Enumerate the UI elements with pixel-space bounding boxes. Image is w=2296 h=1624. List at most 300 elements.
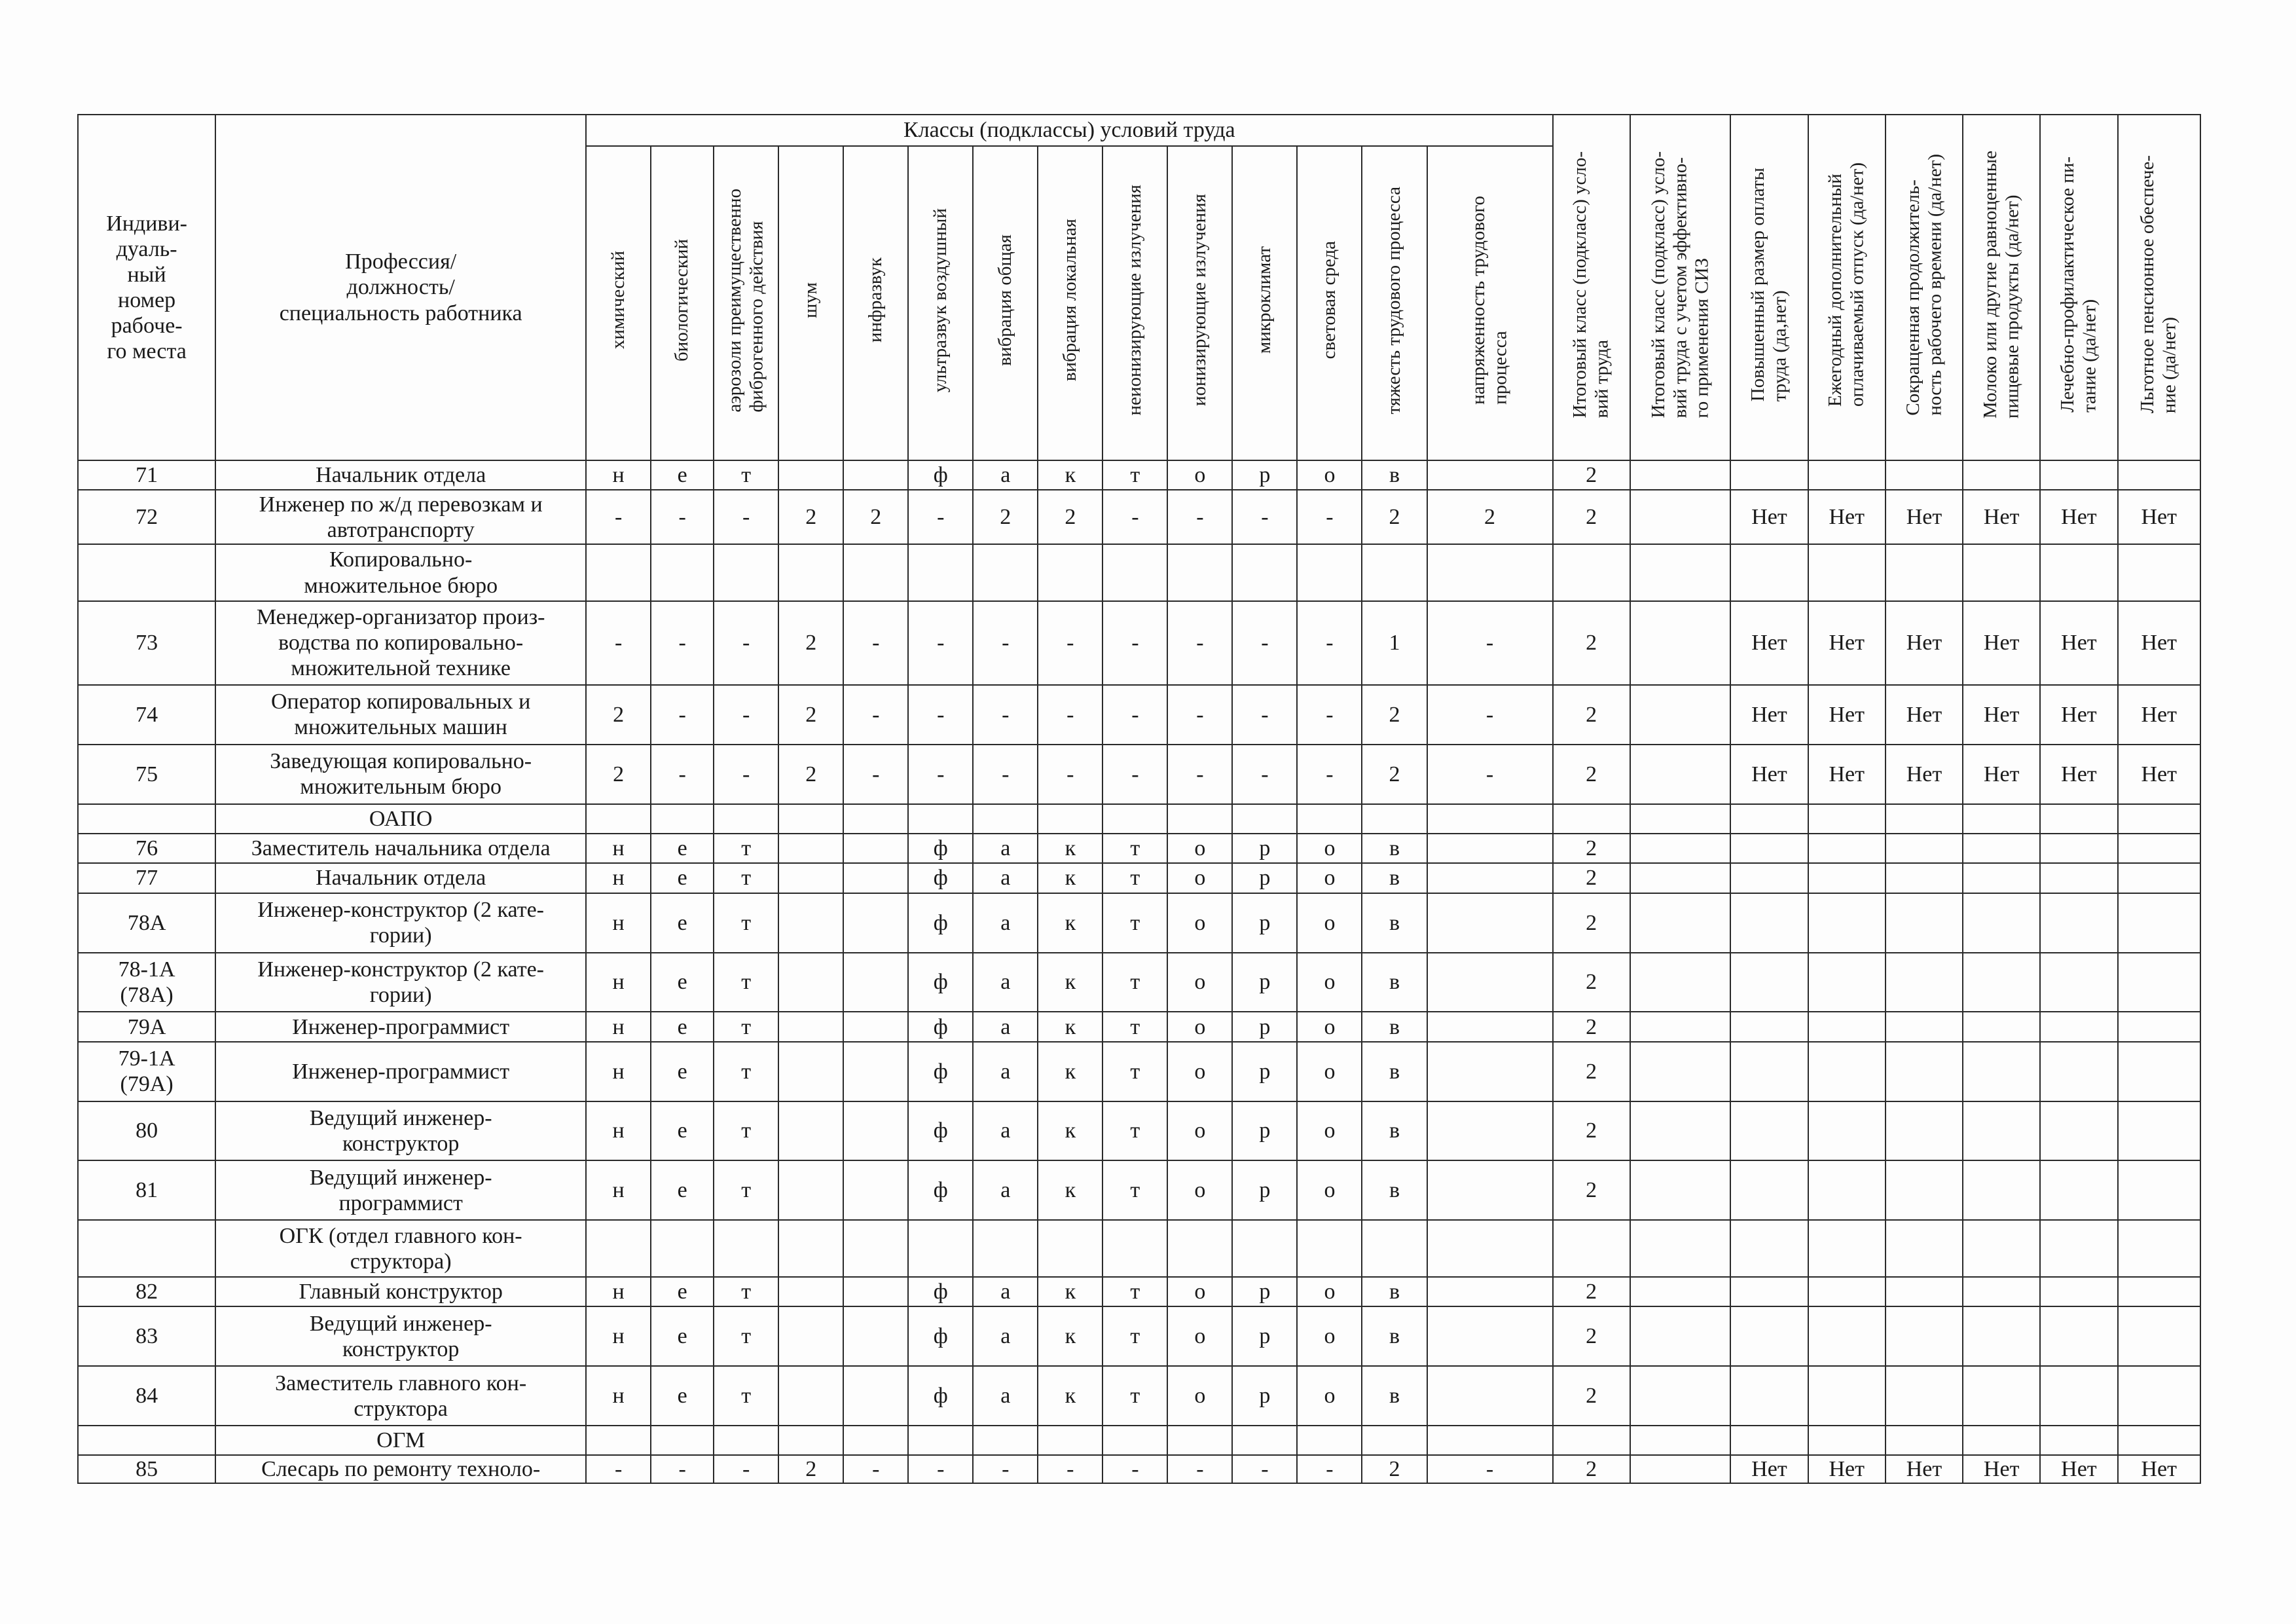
workplace-number: 82 — [78, 1277, 215, 1306]
factor-class-cell: а — [973, 1306, 1038, 1366]
summary-cell — [1886, 863, 1963, 893]
factor-class-cell: т — [714, 1306, 778, 1366]
profession-name: Главный конструктор — [215, 1277, 586, 1306]
factor-class-cell: н — [586, 1306, 651, 1366]
empty-cell — [651, 1220, 714, 1277]
empty-cell — [1963, 1426, 2040, 1455]
factor-class-cell: - — [843, 601, 908, 685]
summary-cell: Нет — [1886, 745, 1963, 804]
extra-col-header: Льготное пенсионное обеспече- ние (да/нет) — [2118, 115, 2200, 460]
empty-cell — [1362, 804, 1427, 834]
factor-header: напряженность трудового процесса — [1427, 146, 1553, 460]
summary-cell — [1963, 1012, 2040, 1041]
factor-class-cell: 2 — [1362, 745, 1427, 804]
extra-col-header: Сокращенная продолжитель- ность рабочего времени (да/нет) — [1886, 115, 1963, 460]
empty-cell — [1102, 1426, 1167, 1455]
workplace-number: 81 — [78, 1160, 215, 1220]
factor-class-cell: - — [1102, 1455, 1167, 1483]
factor-class-cell: р — [1232, 1160, 1297, 1220]
factor-class-cell: т — [714, 1366, 778, 1426]
factor-class-cell: - — [586, 490, 651, 544]
table-row — [78, 685, 2200, 745]
factor-class-cell: - — [1427, 1455, 1553, 1483]
factor-class-cell: 2 — [586, 745, 651, 804]
workplace-number: 72 — [78, 490, 215, 544]
summary-cell — [1808, 1277, 1886, 1306]
summary-cell — [1886, 1160, 1963, 1220]
summary-cell — [1630, 1042, 1731, 1101]
section-title: Копировально- множительное бюро — [215, 544, 586, 601]
summary-cell — [2118, 1306, 2200, 1366]
empty-cell — [778, 544, 843, 601]
summary-cell: 2 — [1553, 1306, 1630, 1366]
factor-class-cell — [778, 893, 843, 953]
factor-class-cell — [1427, 893, 1553, 953]
factor-header: инфразвук — [843, 146, 908, 460]
summary-cell — [2118, 1366, 2200, 1426]
summary-cell: 2 — [1553, 893, 1630, 953]
empty-cell — [843, 804, 908, 834]
empty-cell — [2118, 544, 2200, 601]
factor-class-cell — [1427, 1101, 1553, 1161]
factor-class-cell: е — [651, 1277, 714, 1306]
working-conditions-table — [77, 114, 2201, 1484]
profession-name: Слесарь по ремонту техноло- — [215, 1455, 586, 1483]
factor-class-cell — [843, 893, 908, 953]
summary-cell — [1630, 1101, 1731, 1161]
factor-class-cell: - — [908, 490, 973, 544]
empty-cell — [1730, 1220, 1808, 1277]
workplace-number: 76 — [78, 834, 215, 863]
summary-cell — [1808, 1160, 1886, 1220]
factor-class-cell: 2 — [1038, 490, 1102, 544]
factor-class-cell: ф — [908, 834, 973, 863]
factor-class-cell: в — [1362, 1277, 1427, 1306]
summary-cell — [1630, 745, 1731, 804]
factor-class-cell: т — [1102, 1042, 1167, 1101]
summary-cell — [1730, 1101, 1808, 1161]
factor-class-cell: - — [908, 1455, 973, 1483]
factor-class-cell: о — [1297, 1012, 1362, 1041]
empty-cell — [908, 804, 973, 834]
empty-cell — [651, 804, 714, 834]
empty-cell — [1730, 1426, 1808, 1455]
section-row — [78, 1426, 2200, 1455]
factor-class-cell: - — [651, 490, 714, 544]
profession-name: Инженер по ж/д перевозкам и автотранспорту — [215, 490, 586, 544]
empty-cell — [1102, 804, 1167, 834]
summary-cell — [1808, 460, 1886, 490]
factor-class-cell: н — [586, 1366, 651, 1426]
empty-cell — [973, 804, 1038, 834]
factor-class-cell: н — [586, 953, 651, 1012]
summary-cell — [1886, 953, 1963, 1012]
factor-class-cell: т — [714, 893, 778, 953]
factor-class-cell: р — [1232, 1101, 1297, 1161]
summary-cell: Нет — [2118, 745, 2200, 804]
factor-class-cell: - — [973, 601, 1038, 685]
factor-class-cell: - — [973, 1455, 1038, 1483]
summary-cell — [1730, 834, 1808, 863]
factor-class-cell: р — [1232, 953, 1297, 1012]
summary-cell — [2118, 1042, 2200, 1101]
table-row — [78, 601, 2200, 685]
factor-header: микроклимат — [1232, 146, 1297, 460]
section-row — [78, 544, 2200, 601]
factor-class-cell: н — [586, 1277, 651, 1306]
profession-name: Инженер-программист — [215, 1042, 586, 1101]
empty-cell — [1630, 804, 1731, 834]
factor-class-cell: - — [1038, 685, 1102, 745]
factor-class-cell: а — [973, 1277, 1038, 1306]
summary-cell — [1886, 1277, 1963, 1306]
empty-cell — [1553, 1220, 1630, 1277]
factor-class-cell: к — [1038, 460, 1102, 490]
factor-class-cell: - — [1232, 745, 1297, 804]
factor-header: тяжесть трудового процесса — [1362, 146, 1427, 460]
summary-cell: Нет — [2118, 490, 2200, 544]
factor-class-cell — [843, 1160, 908, 1220]
summary-cell: Нет — [1730, 601, 1808, 685]
summary-cell — [1963, 1366, 2040, 1426]
summary-cell — [2118, 1101, 2200, 1161]
empty-cell — [1630, 1220, 1731, 1277]
factor-class-cell: н — [586, 1101, 651, 1161]
factor-class-cell: к — [1038, 1160, 1102, 1220]
factor-class-cell: в — [1362, 863, 1427, 893]
factor-class-cell: о — [1167, 1277, 1232, 1306]
empty-cell — [778, 804, 843, 834]
factor-class-cell: о — [1297, 863, 1362, 893]
table-row — [78, 953, 2200, 1012]
empty-cell — [1297, 804, 1362, 834]
factor-class-cell: - — [1102, 601, 1167, 685]
factor-header: биологический — [651, 146, 714, 460]
empty-cell — [1297, 1426, 1362, 1455]
factor-class-cell: в — [1362, 953, 1427, 1012]
factor-class-cell: - — [1102, 745, 1167, 804]
empty-cell — [1038, 804, 1102, 834]
factor-class-cell: 2 — [1362, 490, 1427, 544]
summary-cell — [1630, 863, 1731, 893]
empty-cell — [778, 1426, 843, 1455]
summary-cell — [2040, 1277, 2117, 1306]
empty-cell — [586, 544, 651, 601]
profession-name: Ведущий инженер- программист — [215, 1160, 586, 1220]
table-row — [78, 1042, 2200, 1101]
factor-class-cell: е — [651, 893, 714, 953]
factor-class-cell: - — [1427, 745, 1553, 804]
factor-class-cell: е — [651, 1366, 714, 1426]
empty-cell — [1808, 804, 1886, 834]
empty-cell — [1886, 544, 1963, 601]
factor-class-cell: - — [1038, 601, 1102, 685]
factor-class-cell: к — [1038, 1277, 1102, 1306]
summary-cell: Нет — [1963, 490, 2040, 544]
factor-class-cell: 2 — [778, 685, 843, 745]
empty-cell — [1167, 1426, 1232, 1455]
empty-cell — [1886, 804, 1963, 834]
table-row — [78, 1306, 2200, 1366]
factor-class-cell — [843, 460, 908, 490]
workplace-number-header: Индиви- дуаль- ный номер рабоче- го места — [78, 115, 215, 460]
factor-class-cell: о — [1297, 1306, 1362, 1366]
summary-cell: 2 — [1553, 1366, 1630, 1426]
summary-cell: 2 — [1553, 490, 1630, 544]
factor-class-cell: ф — [908, 1306, 973, 1366]
factor-class-cell: т — [1102, 1306, 1167, 1366]
table-body — [78, 460, 2200, 1483]
factor-class-cell: - — [843, 1455, 908, 1483]
factor-header: световая среда — [1297, 146, 1362, 460]
summary-cell — [2118, 834, 2200, 863]
factor-class-cell — [1427, 1366, 1553, 1426]
factor-class-cell: 2 — [586, 685, 651, 745]
factor-class-cell — [1427, 863, 1553, 893]
factor-class-cell: - — [1232, 1455, 1297, 1483]
summary-cell: 2 — [1553, 745, 1630, 804]
factor-class-cell: т — [1102, 834, 1167, 863]
factor-class-cell: о — [1297, 1101, 1362, 1161]
summary-cell — [2118, 953, 2200, 1012]
factor-class-cell: ф — [908, 460, 973, 490]
empty-cell — [973, 1426, 1038, 1455]
factor-class-cell — [843, 1306, 908, 1366]
factor-class-cell: - — [1232, 685, 1297, 745]
factor-class-cell: т — [1102, 953, 1167, 1012]
section-row — [78, 804, 2200, 834]
factor-class-cell — [1427, 1277, 1553, 1306]
factor-class-cell: - — [1297, 601, 1362, 685]
factor-class-cell: в — [1362, 1366, 1427, 1426]
factor-class-cell: - — [1038, 1455, 1102, 1483]
extra-col-header: Итоговый класс (подкласс) усло- вий труда — [1553, 115, 1630, 460]
table-row — [78, 1160, 2200, 1220]
summary-cell — [1886, 1306, 1963, 1366]
factor-class-cell: о — [1167, 1366, 1232, 1426]
summary-cell: Нет — [2040, 1455, 2117, 1483]
factor-class-cell: о — [1297, 834, 1362, 863]
empty-cell — [2118, 804, 2200, 834]
summary-cell — [1963, 953, 2040, 1012]
summary-cell: Нет — [1886, 685, 1963, 745]
factor-class-cell: - — [1427, 685, 1553, 745]
factor-class-cell: - — [714, 685, 778, 745]
factor-class-cell: к — [1038, 1012, 1102, 1041]
empty-cell — [1038, 544, 1102, 601]
summary-cell — [1730, 1277, 1808, 1306]
summary-cell — [1886, 1366, 1963, 1426]
empty-cell — [1427, 1220, 1553, 1277]
summary-cell — [1886, 460, 1963, 490]
factor-class-cell: р — [1232, 893, 1297, 953]
summary-cell — [2040, 1042, 2117, 1101]
factor-class-cell: - — [714, 745, 778, 804]
factor-class-cell: о — [1297, 953, 1362, 1012]
summary-cell: Нет — [1886, 490, 1963, 544]
factor-class-cell: - — [1297, 745, 1362, 804]
summary-cell — [1886, 1042, 1963, 1101]
summary-cell: Нет — [2040, 745, 2117, 804]
factor-class-cell: 2 — [1427, 490, 1553, 544]
empty-cell — [1232, 1426, 1297, 1455]
summary-cell — [1630, 893, 1731, 953]
summary-cell — [2040, 1012, 2117, 1041]
summary-cell — [1808, 953, 1886, 1012]
summary-cell — [2040, 460, 2117, 490]
factor-class-cell: о — [1167, 1012, 1232, 1041]
summary-cell — [1730, 1012, 1808, 1041]
profession-name: Оператор копировальных и множительных машин — [215, 685, 586, 745]
summary-cell — [2118, 460, 2200, 490]
factor-class-cell: е — [651, 1012, 714, 1041]
summary-cell — [2118, 893, 2200, 953]
empty-cell — [1553, 544, 1630, 601]
factor-class-cell — [843, 834, 908, 863]
empty-cell — [1362, 1426, 1427, 1455]
factor-class-cell: в — [1362, 1101, 1427, 1161]
extra-col-header: Ежегодный дополнительный оплачиваемый отпуск (да/нет) — [1808, 115, 1886, 460]
factor-class-cell: 2 — [778, 490, 843, 544]
empty-cell — [1102, 544, 1167, 601]
summary-cell: 2 — [1553, 1455, 1630, 1483]
factor-header: вибрация локальная — [1038, 146, 1102, 460]
summary-cell: Нет — [2118, 1455, 2200, 1483]
summary-cell: 2 — [1553, 1042, 1630, 1101]
factor-class-cell: - — [714, 1455, 778, 1483]
factor-class-cell: к — [1038, 863, 1102, 893]
factor-class-cell: - — [973, 745, 1038, 804]
factor-class-cell: е — [651, 1306, 714, 1366]
factor-class-cell: ф — [908, 1012, 973, 1041]
section-number-cell — [78, 804, 215, 834]
extra-col-header: Лечебно-профилактическое пи- тание (да/нет) — [2040, 115, 2117, 460]
factor-class-cell: в — [1362, 460, 1427, 490]
factor-class-cell: р — [1232, 460, 1297, 490]
summary-cell — [1808, 1101, 1886, 1161]
summary-cell — [1630, 1306, 1731, 1366]
factor-header: химический — [586, 146, 651, 460]
empty-cell — [1963, 544, 2040, 601]
profession-name: Ведущий инженер- конструктор — [215, 1101, 586, 1161]
factor-class-cell: в — [1362, 834, 1427, 863]
factor-class-cell — [1427, 1042, 1553, 1101]
table-row — [78, 893, 2200, 953]
summary-cell — [2040, 1160, 2117, 1220]
factor-class-cell: к — [1038, 893, 1102, 953]
factor-class-cell: - — [586, 601, 651, 685]
summary-cell — [1808, 893, 1886, 953]
table-row — [78, 1366, 2200, 1426]
summary-cell — [1808, 863, 1886, 893]
factor-class-cell: к — [1038, 1042, 1102, 1101]
summary-cell: 2 — [1553, 1277, 1630, 1306]
factor-class-cell: ф — [908, 1042, 973, 1101]
table-row — [78, 863, 2200, 893]
factor-class-cell: - — [1297, 490, 1362, 544]
summary-cell: 2 — [1553, 1012, 1630, 1041]
factor-class-cell: т — [714, 460, 778, 490]
factor-class-cell: о — [1297, 460, 1362, 490]
empty-cell — [1963, 1220, 2040, 1277]
table-row — [78, 1012, 2200, 1041]
factor-class-cell: т — [1102, 460, 1167, 490]
factor-class-cell: н — [586, 893, 651, 953]
empty-cell — [843, 1426, 908, 1455]
summary-cell — [1630, 834, 1731, 863]
factor-class-cell: - — [586, 1455, 651, 1483]
summary-cell — [1730, 953, 1808, 1012]
header-row-top — [78, 115, 2200, 146]
factor-class-cell: ф — [908, 1101, 973, 1161]
empty-cell — [1167, 804, 1232, 834]
factor-class-cell: е — [651, 834, 714, 863]
factor-class-cell: е — [651, 460, 714, 490]
factor-class-cell — [778, 1101, 843, 1161]
table-row — [78, 1455, 2200, 1483]
factor-class-cell — [843, 863, 908, 893]
empty-cell — [586, 804, 651, 834]
factor-class-cell: 2 — [1362, 1455, 1427, 1483]
empty-cell — [843, 544, 908, 601]
factor-class-cell: - — [1167, 601, 1232, 685]
empty-cell — [1808, 544, 1886, 601]
factor-class-cell: р — [1232, 1012, 1297, 1041]
factor-class-cell: - — [843, 685, 908, 745]
empty-cell — [1167, 544, 1232, 601]
factor-class-cell: н — [586, 1160, 651, 1220]
factor-class-cell: в — [1362, 893, 1427, 953]
factor-class-cell: о — [1167, 1101, 1232, 1161]
summary-cell — [1808, 834, 1886, 863]
factor-class-cell: - — [714, 601, 778, 685]
workplace-number: 79-1А (79А) — [78, 1042, 215, 1101]
factor-class-cell: о — [1167, 834, 1232, 863]
factor-class-cell: - — [1167, 745, 1232, 804]
factor-class-cell — [778, 1306, 843, 1366]
factor-class-cell — [1427, 1160, 1553, 1220]
factor-class-cell: - — [1167, 1455, 1232, 1483]
summary-cell: Нет — [1730, 1455, 1808, 1483]
factor-class-cell: - — [1232, 490, 1297, 544]
factor-class-cell: о — [1297, 893, 1362, 953]
empty-cell — [1297, 1220, 1362, 1277]
factor-class-cell: а — [973, 1366, 1038, 1426]
factor-class-cell: р — [1232, 863, 1297, 893]
workplace-number: 85 — [78, 1455, 215, 1483]
summary-cell — [1730, 1042, 1808, 1101]
factor-class-cell: а — [973, 1160, 1038, 1220]
summary-cell — [1963, 1042, 2040, 1101]
workplace-number: 79А — [78, 1012, 215, 1041]
summary-cell — [1630, 1277, 1731, 1306]
factor-class-cell: а — [973, 1012, 1038, 1041]
profession-name: Инженер-конструктор (2 кате- гории) — [215, 953, 586, 1012]
table-row — [78, 490, 2200, 544]
workplace-number: 73 — [78, 601, 215, 685]
factor-class-cell: т — [714, 834, 778, 863]
summary-cell — [1730, 1306, 1808, 1366]
empty-cell — [1808, 1426, 1886, 1455]
factor-class-cell: р — [1232, 1366, 1297, 1426]
summary-cell — [1808, 1306, 1886, 1366]
factor-class-cell: о — [1167, 893, 1232, 953]
factor-class-cell: р — [1232, 1277, 1297, 1306]
summary-cell — [1963, 863, 2040, 893]
workplace-number: 71 — [78, 460, 215, 490]
empty-cell — [714, 544, 778, 601]
summary-cell — [1630, 685, 1731, 745]
